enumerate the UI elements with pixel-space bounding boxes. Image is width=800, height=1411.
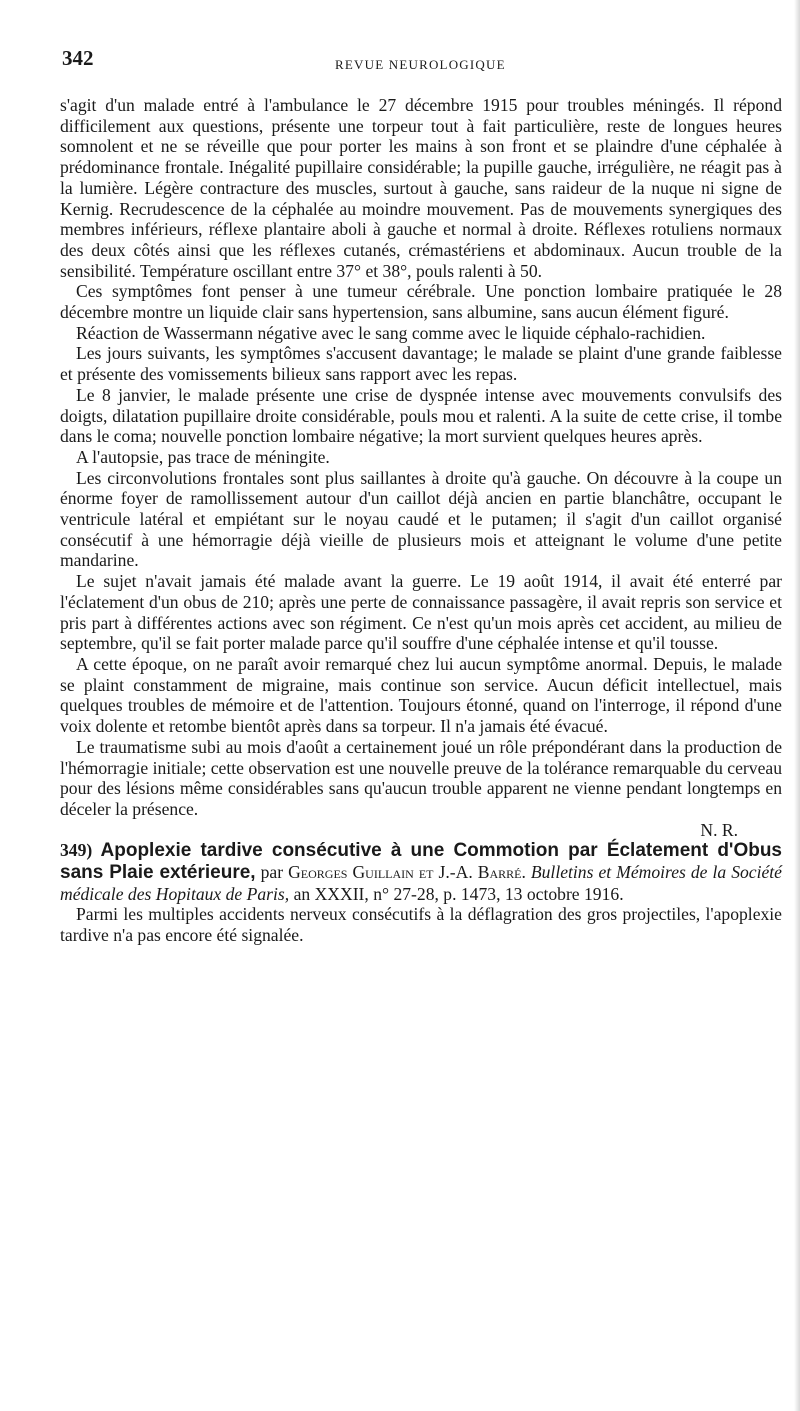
abstract-journal: Bulletins et Mémoires de la Société médicale des Hopitaux de Paris, [60,862,782,904]
paragraph-january-crisis: Le 8 janvier, le malade présente une crise de dyspnée intense avec mouvements convulsifs des doigts, dilatation pupillaire droite considérable, pouls mou et ralenti. A la suite de cette crise, il tombe dans le coma; nouvelle ponction lombaire négative; la mort survient quelques heures après. [60,384,782,447]
page-number: 342 [62,46,94,70]
abstract-par: par [260,862,284,883]
abstract-authors: Georges Guillain et J.-A. Barré. [288,862,526,883]
paragraph-convolutions: Les circonvolutions frontales sont plus saillantes à droite qu'à gauche. On découvre à la coupe un énorme foyer de ramollissement autour d'un caillot déjà ancien en partie blanchâtre, occupant le ventricule latéral et empiétant sur le noyau caudé et le putamen; il s'agit d'un caillot organisé consécutif à une hémorragie déjà vieille de plusieurs mois et atteignant le volume d'une petite mandarine. [60,467,782,571]
page-header [62,46,780,76]
paragraph-epoch: A cette époque, on ne paraît avoir remarqué chez lui aucun symptôme anormal. Depuis, le malade se plaint constamment de migraine, mais continue son service. Aucun déficit intellectuel, mais quelques troubles de mémoire et de l'attention. Toujours étonné, quand on l'interroge, il répond d'une voix dolente et retombe bientôt après dans sa torpeur. Il n'a jamais été évacué. [60,653,782,737]
author-signature: N. R. [700,819,738,840]
paragraph-case-description: s'agit d'un malade entré à l'ambulance le 27 décembre 1915 pour troubles méningés. Il répond difficilement aux questions, présente une torpeur tout à fait particulière, reste de longues heures somnolent et ne se réveille que pour porter les mains à son front et se plaindre d'une céphalée à prédominance frontale. Inégalité pupillaire considérable; la pupille gauche, irrégulière, ne réagit pas à la lumière. Légère contracture des muscles, surtout à gauche, sans raideur de la nuque ni signe de Kernig. Recrudescence de la céphalée au moindre mouvement. Pas de mouvements synergiques des membres inférieurs, réflexe plantaire aboli à gauche et normal à droite. Réflexes rotuliens normaux des deux côtés ainsi que les réflexes cutanés, crémastériens et abdominaux. Aucun trouble de la sensibilité. Température oscillant entre 37° et 38°, pouls ralenti à 50. [60,95,782,281]
article-body [60,95,782,946]
abstract-title: Apoplexie tardive consécutive à une Commotion par Éclatement d'Obus sans Plaie extérieure, [60,840,783,884]
paragraph-autopsy: A l'autopsie, pas trace de méningite. [76,446,330,467]
paragraph-wassermann: Réaction de Wassermann négative avec le sang comme avec le liquide céphalo-rachidien. [76,322,706,343]
paragraph-history: Le sujet n'avait jamais été malade avant la guerre. Le 19 août 1914, il avait été enterré par l'éclatement d'un obus de 210; après une perte de connaissance passagère, il avait repris son service et pris part à différentes actions avec son régiment. Ce n'est qu'un mois après cet accident, au milieu de septembre, qu'il se fait porter malade parce qu'il souffre d'une céphalée intense et qu'il tousse. [60,571,782,654]
paragraph-conclusion: Le traumatisme subi au mois d'août a certainement joué un rôle prépondérant dans la production de l'hémorragie initiale; cette observation est une nouvelle preuve de la tolérance remarquable du cerveau pour des lésions même considérables sans qu'aucun trouble apparent ne vienne pendant longtemps en déceler la présence. [60,736,782,819]
abstract-heading [60,840,782,904]
abstract-citation: an XXXII, n° 27-28, p. 1473, 13 octobre 1916. [293,883,624,904]
running-title: REVUE NEUROLOGIQUE [335,57,506,72]
abstract-first-paragraph: Parmi les multiples accidents nerveux consécutifs à la déflagration des gros projectiles, l'apoplexie tardive n'a pas encore été signalée. [60,904,782,946]
paragraph-following-days: Les jours suivants, les symptômes s'accusent davantage; le malade se plaint d'une grande faiblesse et présente des vomissements bilieux sans rapport avec les repas. [60,343,782,385]
abstract-number: 349) [60,840,93,861]
page-edge-shadow [794,0,800,1411]
paragraph-symptoms: Ces symptômes font penser à une tumeur cérébrale. Une ponction lombaire pratiquée le 28 décembre montre un liquide clair sans hypertension, sans albumine, sans aucun élément figuré. [60,281,782,323]
